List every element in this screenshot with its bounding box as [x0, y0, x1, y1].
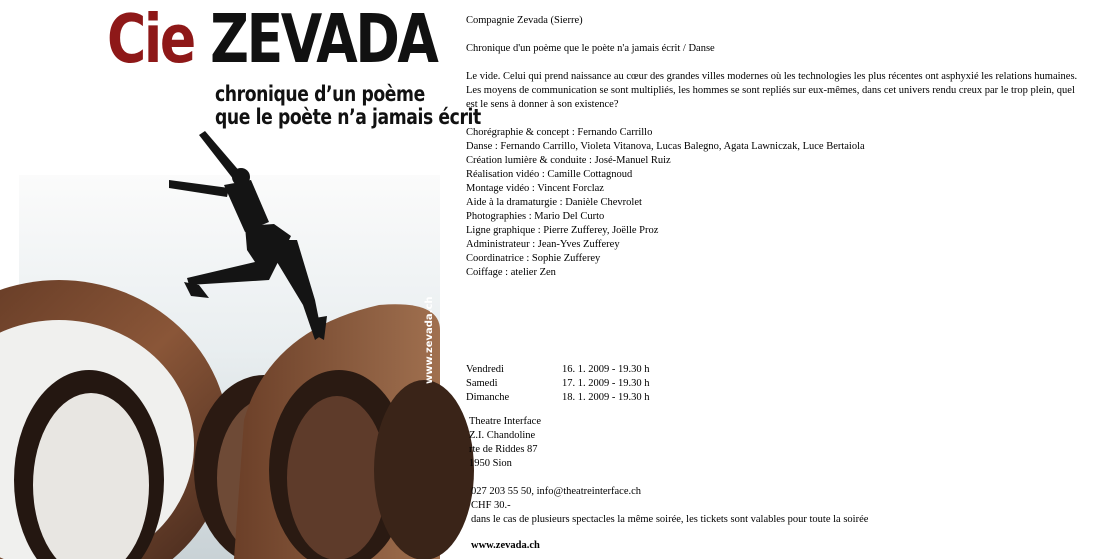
schedule-datetime: 18. 1. 2009 - 19.30 h — [562, 392, 650, 403]
schedule-row — [466, 363, 650, 377]
venue-address-line: 1950 Sion — [469, 458, 512, 469]
event-poster — [19, 0, 481, 559]
website-link[interactable]: www.zevada.ch — [471, 540, 540, 551]
schedule-day: Samedi — [466, 378, 498, 389]
show-description: Le vide. Celui qui prend naissance au cœur des grandes villes modernes où les technologies les plus récentes ont asphyxié les relations humaines. Les moyens de communication se sont multipliés, les hommes se sont repliés sur eux-mêmes, dans cet univers rendu creux par le trop plein, quel est le sens à donner à son existence? — [466, 71, 1078, 110]
schedule-day: Vendredi — [466, 364, 504, 375]
contact-info: 027 203 55 50, info@theatreinterface.ch — [471, 486, 642, 497]
venue-name: Theatre Interface — [469, 416, 541, 427]
credit-line: Administrateur : Jean-Yves Zufferey — [466, 239, 620, 250]
poster-subtitle-line1: chronique d’un poème — [215, 82, 425, 106]
schedule-datetime: 16. 1. 2009 - 19.30 h — [562, 364, 650, 375]
poster-title — [107, 0, 437, 78]
credit-line: Chorégraphie & concept : Fernando Carrillo — [466, 127, 653, 138]
schedule-row — [466, 391, 650, 405]
poster-title-cie: Cie — [107, 0, 194, 78]
credit-line: Coiffage : atelier Zen — [466, 267, 556, 278]
schedule-day: Dimanche — [466, 392, 510, 403]
credits-list — [466, 126, 865, 280]
credit-line: Coordinatrice : Sophie Zufferey — [466, 253, 601, 264]
poster-title-zevada: ZEVADA — [210, 0, 437, 78]
credit-line: Aide à la dramaturgie : Danièle Chevrolet — [466, 197, 642, 208]
poster-subtitle-line2: que le poète n’a jamais écrit — [215, 105, 481, 129]
company-name: Compagnie Zevada (Sierre) — [466, 15, 583, 26]
poster-side-url: www.zevada.ch — [424, 296, 435, 384]
credit-line: Création lumière & conduite : José-Manuel Ruiz — [466, 155, 671, 166]
show-title: Chronique d'un poème que le poète n'a jamais écrit / Danse — [466, 43, 715, 54]
credit-line: Ligne graphique : Pierre Zufferey, Joëlle Proz — [466, 225, 659, 236]
venue-address-line: Z.I. Chandoline — [469, 430, 536, 441]
credit-line: Danse : Fernando Carrillo, Violeta Vitanova, Lucas Balegno, Agata Lawniczak, Luce Bertaiola — [466, 141, 865, 152]
ticket-note: dans le cas de plusieurs spectacles la même soirée, les tickets sont valables pour toute la soirée — [471, 514, 869, 525]
schedule-datetime: 17. 1. 2009 - 19.30 h — [562, 378, 650, 389]
credit-line: Photographies : Mario Del Curto — [466, 211, 605, 222]
dancer-silhouette — [169, 131, 327, 340]
credit-line: Montage vidéo : Vincent Forclaz — [466, 183, 604, 194]
credit-line: Réalisation vidéo : Camille Cottagnoud — [466, 169, 633, 180]
schedule-row — [466, 377, 650, 391]
ticket-price: CHF 30.- — [471, 500, 511, 511]
venue-address-line: rte de Riddes 87 — [469, 444, 538, 455]
